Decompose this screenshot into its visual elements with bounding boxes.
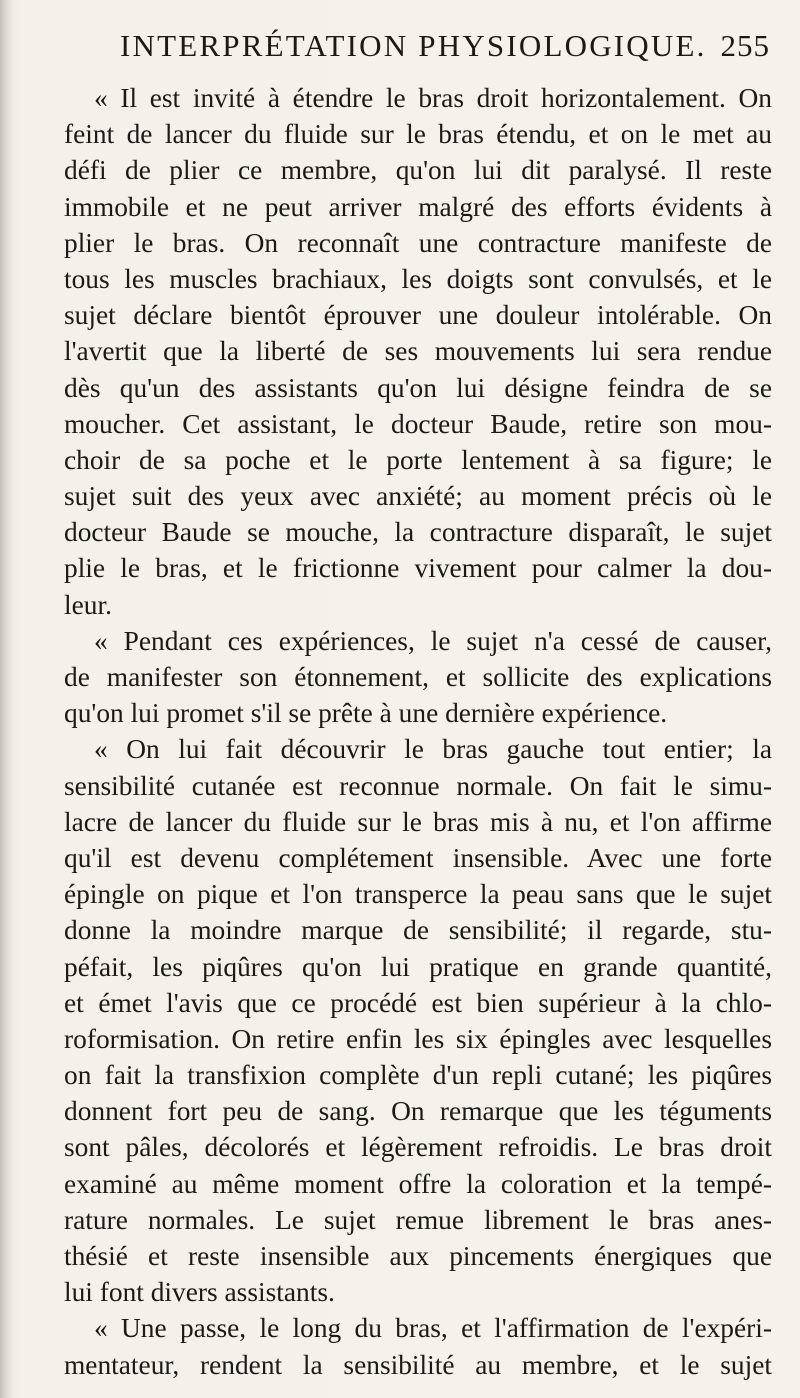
text-line: péfait, les piqûres qu'on lui pratique en grande quantité, [64, 951, 772, 982]
text-line: lacre de lancer du fluide sur le bras mis à nu, et l'on affirme [64, 806, 772, 837]
text-line: mentateur, rendent la sensibilité au membre, et le sujet [64, 1349, 772, 1380]
text-line: « On lui fait découvrir le bras gauche tout entier; la [94, 734, 772, 765]
text-line: choir de sa poche et le porte lentement à sa figure; le [64, 444, 772, 475]
text-line: lui font divers assistants. [64, 1277, 335, 1308]
text-line: immobile et ne peut arriver malgré des efforts évidents à [64, 191, 772, 222]
page-number: 255 [720, 28, 770, 63]
text-line: épingle on pique et l'on transperce la peau sans que le sujet [64, 879, 772, 910]
text-line: sont pâles, décolorés et légèrement refroidis. Le bras droit [64, 1132, 772, 1163]
text-line: défi de plier ce membre, qu'on lui dit paralysé. Il reste [64, 155, 772, 186]
text-line: qu'il est devenu complétement insensible. Avec une forte [64, 842, 772, 873]
text-line: roformisation. On retire enfin les six épingles avec lesquelles [64, 1023, 772, 1054]
text-line: docteur Baude se mouche, la contracture disparaît, le sujet [64, 517, 772, 548]
text-line: sujet suit des yeux avec anxiété; au moment précis où le [64, 481, 772, 512]
text-line: leur. [64, 589, 112, 620]
running-head [60, 26, 770, 66]
text-line: thésié et reste insensible aux pincements énergiques que [64, 1241, 772, 1271]
gutter-shadow [0, 0, 14, 1398]
body-text [64, 80, 772, 1383]
text-line: « Il est invité à étendre le bras droit horizontalement. On [94, 83, 772, 113]
text-line: sensibilité cutanée est reconnue normale. On fait le simu- [64, 770, 772, 801]
text-line: dès qu'un des assistants qu'on lui désigne feindra de se [64, 372, 772, 403]
text-line: on fait la transfixion complète d'un repli cutané; les piqûres [64, 1060, 772, 1091]
text-line: donnent fort peu de sang. On remarque que les téguments [64, 1096, 772, 1127]
text-line: moucher. Cet assistant, le docteur Baude, retire son mou- [64, 408, 772, 439]
text-line: et émet l'avis que ce procédé est bien supérieur à la chlo- [64, 987, 772, 1018]
text-line: rature normales. Le sujet remue librement le bras anes- [64, 1204, 772, 1235]
text-line: plier le bras. On reconnaît une contracture manifeste de [64, 227, 772, 258]
text-line: l'avertit que la liberté de ses mouvements lui sera rendue [64, 336, 772, 367]
text-line: donne la moindre marque de sensibilité; il regarde, stu- [64, 915, 772, 946]
text-line: sujet déclare bientôt éprouver une douleur intolérable. On [64, 300, 772, 331]
text-line: de manifester son étonnement, et sollicite des explications [64, 662, 772, 692]
text-line: plie le bras, et le frictionne vivement pour calmer la dou- [64, 553, 772, 584]
running-title: INTERPRÉTATION PHYSIOLOGIQUE. [120, 28, 707, 63]
text-line: « Une passe, le long du bras, et l'affirmation de l'expéri- [94, 1313, 772, 1344]
text-line: tous les muscles brachiaux, les doigts sont convulsés, et le [64, 263, 772, 294]
text-line: qu'on lui promet s'il se prête à une dernière expérience. [64, 698, 668, 729]
text-line: feint de lancer du fluide sur le bras étendu, et on le met au [64, 119, 772, 150]
text-line: examiné au même moment offre la coloration et la tempé- [64, 1168, 772, 1199]
text-line: « Pendant ces expériences, le sujet n'a cessé de causer, [94, 625, 772, 656]
